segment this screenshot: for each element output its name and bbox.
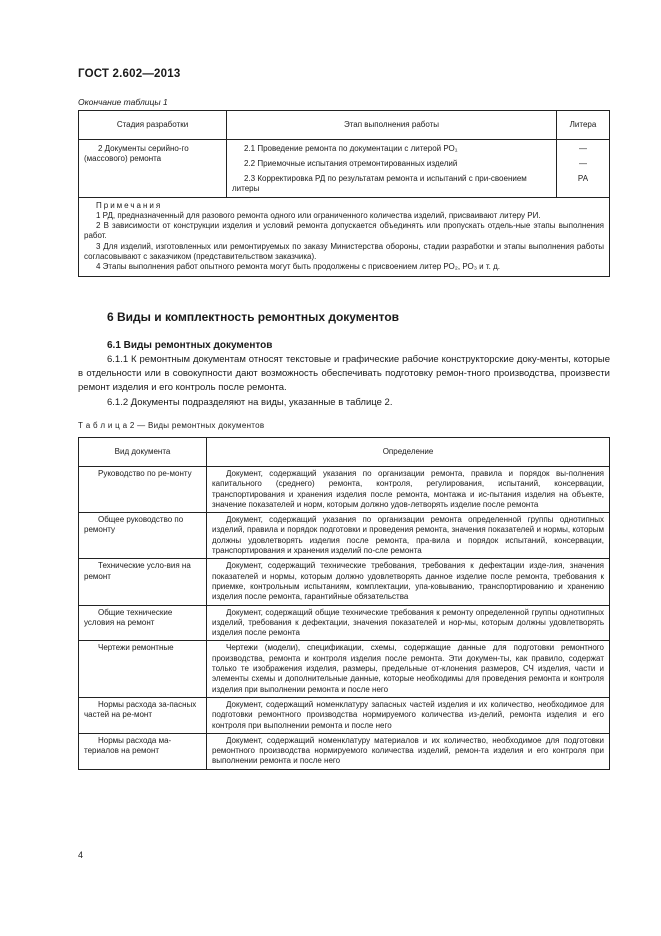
doc-kind: Нормы расхода ма-териалов на ремонт [79, 733, 207, 769]
table-row [79, 733, 610, 769]
doc-definition: Документ, содержащий указания по организации ремонта определенной группы однотипных изделий, правила и порядок подготовки и проведения ремонта, значения показателей и нормы, которым должны удовлетворять изделия после ремонта, пра-вила и порядок испытаний, консервации, транспортирования и хранения изделий по-сле ремонта [207, 513, 610, 559]
section-title: 6 Виды и комплектность ремонтных документов [107, 310, 400, 324]
subsection-title: 6.1 Виды ремонтных документов [107, 340, 273, 351]
doc-kind: Чертежи ремонтные [79, 641, 207, 697]
note-item: 4 Этапы выполнения работ опытного ремонта могут быть продолжены с присвоением литер РО₂, РО₃ и т. д. [96, 262, 500, 272]
table2-header-row [79, 438, 610, 467]
doc-kind: Общее руководство по ремонту [79, 513, 207, 559]
table1-col-litera: Литера [557, 111, 610, 140]
page-number: 4 [78, 850, 84, 860]
table1-notes-row [79, 197, 610, 276]
paragraph-6-1-2: 6.1.2 Документы подразделяют на виды, указанные в таблице 2. [107, 397, 393, 408]
standard-header: ГОСТ 2.602—2013 [78, 68, 181, 80]
table1-caption: Окончание таблицы 1 [78, 97, 168, 107]
doc-kind: Общие технические условия на ремонт [79, 605, 207, 641]
table-row [79, 697, 610, 733]
table1-step: 2.1 Проведение ремонта по документации с литерой РО₁ [244, 144, 458, 153]
doc-definition: Документ, содержащий технические требования, требования к дефектации изде-лия, значения показателей и нормы, которым должно удовлетворять данное изделие после ремонта, требования к приемке, контрольным испытаниям, комплектации, упа-ковыванию, транспортированию и хранению изделия после ремонта, гарантийные обязательства [207, 559, 610, 605]
table1-col-step: Этап выполнения работы [227, 111, 557, 140]
table1-notes-cell [79, 197, 610, 276]
paragraph-6-1-1: 6.1.1 К ремонтным документам относят текстовые и графические рабочие конструкторские доку-менты, которые в отдельности или в совокупности дают возможность обеспечивать подготовку ремон-тного производства, произвести ремонт изделия и его контроль после ремонта. [78, 354, 610, 393]
table1-litera: — [579, 144, 587, 153]
doc-definition: Документ, содержащий общие технические требования к ремонту определенной группы однотипных изделий, требования к дефектации, значения показателей и нор-мы, которым должны удовлетворять изделия после ремонта [207, 605, 610, 641]
table1-litera: — [579, 159, 587, 168]
table2-col-definition: Определение [207, 438, 610, 467]
table2-caption: Т а б л и ц а 2 — Виды ремонтных документов [78, 421, 265, 430]
table2-col-kind: Вид документа [79, 438, 207, 467]
table1-steps-cell [227, 140, 557, 198]
table1-header-row [79, 111, 610, 140]
table-row [79, 513, 610, 559]
table1-row [79, 140, 610, 198]
table1-col-stage: Стадия разработки [79, 111, 227, 140]
doc-definition: Документ, содержащий указания по организации ремонта, правила и порядок вы-полнения капитального (среднего) ремонта, контроля, регулирования, испытаний, консервации, транспортирования и хранения изделия после ремонта, монтажа и ис-пытания изделия на объекте, значение показателей и норм, которым должно удов-летворять изделие после ремонта [207, 467, 610, 513]
table1 [78, 110, 610, 277]
doc-kind: Технические усло-вия на ремонт [79, 559, 207, 605]
table1-step: 2.2 Приемочные испытания отремонтированных изделий [244, 159, 458, 168]
doc-kind: Руководство по ре-монту [79, 467, 207, 513]
table1-litera: РА [577, 174, 589, 183]
table-row [79, 605, 610, 641]
note-item: 1 РД, предназначенный для разового ремонта одного или ограниченного количества изделий, присваивают литеру РИ. [96, 210, 541, 220]
notes-title: Примечания [96, 200, 163, 210]
table-row [79, 641, 610, 697]
doc-definition: Документ, содержащий номенклатуру материалов и их количество, необходимое для подготовки ремонтного производства нормируемого количества изделий, ремон-та изделия и его контроля при выполнении ремонта и после него [207, 733, 610, 769]
note-item: 3 Для изделий, изготовленных или ремонтируемых по заказу Министерства обороны, стадии разработки и этапы выполнения работы согласовывают с заказчиком (представительством заказчика). [84, 241, 604, 262]
table-row [79, 559, 610, 605]
doc-definition: Чертежи (модели), спецификации, схемы, содержащие данные для подготовки ремонтного производства, ремонта и контроля изделия после ремонта. Эти докумен-ты, как правило, содержат только те изображения изделия, размеры, предельные от-клонения размеров, СЧ изделия, части и элементы схемы и дополнительные данные, которые необходимы для проведения ремонта и контроля изделия при выполнении ремонта и после него [207, 641, 610, 697]
doc-kind: Нормы расхода за-пасных частей на ре-монт [79, 697, 207, 733]
table-row [79, 467, 610, 513]
table1-step: 2.3 Корректировка РД по результатам ремонта и испытаний с при-своением литеры [232, 174, 527, 194]
table1-stage-cell: 2 Документы серийно-го (массового) ремонта [79, 140, 227, 198]
note-item: 2 В зависимости от конструкции изделия и условий ремонта допускается объединять или пропускать отдель-ные этапы выполнения работ. [84, 221, 604, 241]
doc-definition: Документ, содержащий номенклатуру запасных частей изделия и их количество, необходимое для подготовки ремонтного производства нормируемого количества из-делий, ремонта изделия и его контроля при выполнении ремонта и после него [207, 697, 610, 733]
table1-litera-cell [557, 140, 610, 198]
table2 [78, 437, 610, 770]
